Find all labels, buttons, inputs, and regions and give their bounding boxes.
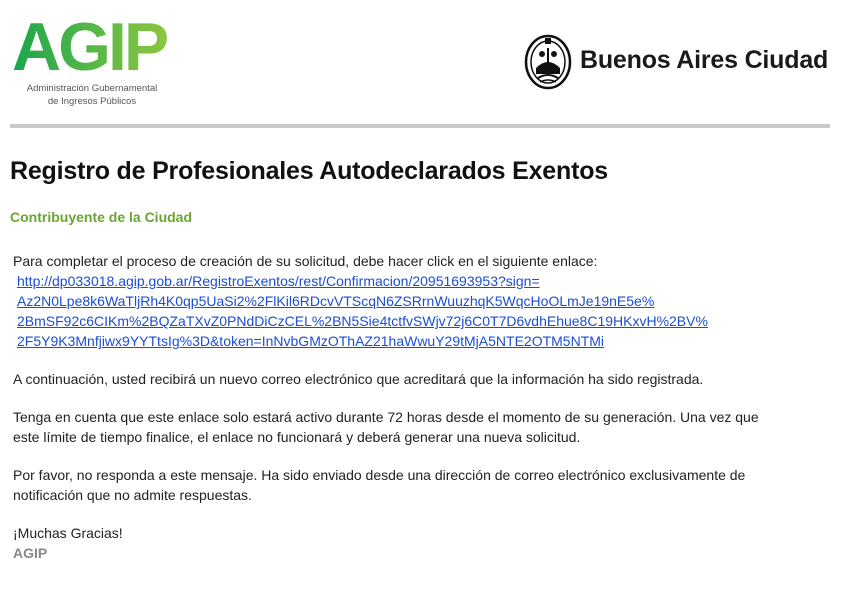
spacer <box>13 447 813 465</box>
agip-subtitle-line2: de Ingresos Públicos <box>47 96 137 107</box>
agip-wordmark <box>12 16 188 78</box>
agip-subtitle <box>12 82 172 108</box>
noreply-paragraph-line1: Por favor, no responda a este mensaje. Ha sido enviado desde una dirección de correo electrónico exclusivamente de <box>13 467 746 483</box>
link-line-3[interactable]: 2BmSF92c6CIKm%2BQZaTXvZ0PNdDiCzCEL%2BN5Sie4tctfvSWjv72j6C0T7D6vdhEhue8C19HKxvH%2BV% <box>17 313 708 329</box>
agip-logo-text: AGIP <box>12 16 167 78</box>
confirmation-paragraph: A continuación, usted recibirá un nuevo correo electrónico que acreditará que la información ha sido registrada. <box>13 371 704 387</box>
signature: AGIP <box>13 545 48 561</box>
email-header <box>0 0 845 130</box>
spacer <box>13 351 813 369</box>
buenos-aires-logo-text: Buenos Aires Ciudad <box>580 46 829 74</box>
validity-paragraph-line1: Tenga en cuenta que este enlace solo estará activo durante 72 horas desde el momento de su generación. Una vez que <box>13 409 759 425</box>
link-line-4[interactable]: 2F5Y9K3Mnfjiwx9YYTtsIg%3D&token=InNvbGMzOThAZ21haWwuY29tMjA5NTE2OTM5NTMi <box>17 333 605 349</box>
email-body <box>13 251 813 563</box>
spacer <box>13 505 813 523</box>
link-line-2[interactable]: Az2N0Lpe8k6WaTljRh4K0qp5UaSi2%2FlKil6RDcvVTScqN6ZSRrnWuuzhqK5WqcHoOLmJe19nE5e% <box>17 293 655 309</box>
validity-paragraph-line2: este límite de tiempo finalice, el enlace no funcionará y deberá generar una nueva solicitud. <box>13 429 581 445</box>
agip-subtitle-line1: Administración Gubernamental <box>26 83 158 94</box>
intro-paragraph: Para completar el proceso de creación de su solicitud, debe hacer click en el siguiente enlace: <box>13 253 598 269</box>
confirmation-link[interactable] <box>13 271 813 351</box>
email-subtitle: Contribuyente de la Ciudad <box>10 209 193 225</box>
thanks-line: ¡Muchas Gracias! <box>13 525 123 541</box>
spacer <box>13 389 813 407</box>
city-seal-icon <box>524 34 572 90</box>
link-line-1[interactable]: http://dp033018.agip.gob.ar/RegistroExentos/rest/Confirmacion/20951693953?sign= <box>17 273 540 289</box>
email-title: Registro de Profesionales Autodeclarados Exentos <box>10 157 608 185</box>
header-divider <box>10 124 830 128</box>
agip-logo <box>12 16 192 126</box>
noreply-paragraph-line2: notificación que no admite respuestas. <box>13 487 252 503</box>
